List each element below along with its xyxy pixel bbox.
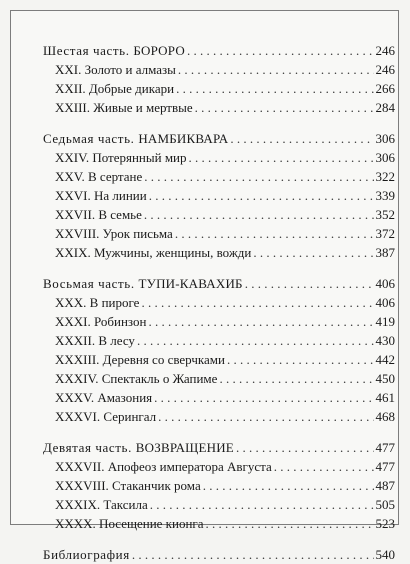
chapter-label: XXVIII. Урок письма: [55, 226, 173, 241]
chapter-label: XXIX. Мужчины, женщины, вожди: [55, 245, 252, 260]
chapter-entry[interactable]: [43, 60, 395, 79]
part-heading[interactable]: [43, 274, 395, 293]
chapter-entry[interactable]: [43, 167, 395, 186]
chapter-entry[interactable]: [43, 331, 395, 350]
chapter-label: XXXX. Посещение кионга: [55, 516, 204, 531]
chapter-entry[interactable]: [43, 476, 395, 495]
chapter-label: XXXV. Амазония: [55, 390, 153, 405]
part-heading[interactable]: [43, 129, 395, 148]
page-number: 352: [375, 207, 395, 222]
dot-leader: [132, 545, 374, 564]
page-number: 284: [375, 100, 395, 115]
dot-leader: [219, 369, 373, 388]
page-number: 419: [375, 314, 395, 329]
part-number: Восьмая часть.: [43, 276, 135, 291]
part-title: ТУПИ-КАВАХИБ: [138, 276, 243, 291]
page-number: 406: [375, 295, 395, 310]
part-title: НАМБИКВАРА: [138, 131, 229, 146]
dot-leader: [195, 98, 374, 117]
dot-leader: [137, 331, 374, 350]
chapter-entry[interactable]: [43, 205, 395, 224]
chapter-label: XXV. В сертане: [55, 169, 143, 184]
chapter-label: XXII. Добрые дикари: [55, 81, 175, 96]
dot-leader: [176, 79, 373, 98]
page-number: 306: [375, 131, 395, 146]
chapter-label: XXXII. В лесу: [55, 333, 135, 348]
chapter-label: XXX. В пироге: [55, 295, 140, 310]
part-title: ВОЗВРАЩЕНИЕ: [135, 440, 234, 455]
part-title: БОРОРО: [133, 43, 185, 58]
dot-leader: [154, 388, 373, 407]
chapter-entry[interactable]: [43, 388, 395, 407]
dot-leader: [158, 407, 373, 426]
chapter-entry[interactable]: [43, 312, 395, 331]
part-number: Седьмая часть.: [43, 131, 135, 146]
section-spacer: [43, 533, 395, 545]
dot-leader: [144, 167, 373, 186]
chapter-entry[interactable]: [43, 495, 395, 514]
dot-leader: [178, 60, 374, 79]
part-heading[interactable]: [43, 438, 395, 457]
chapter-label: XXI. Золото и алмазы: [55, 62, 176, 77]
bibliography-label: Библиография: [43, 547, 130, 562]
page-number: 442: [375, 352, 395, 367]
chapter-label: XXVI. На линии: [55, 188, 147, 203]
section-spacer: [43, 117, 395, 129]
dot-leader: [144, 205, 374, 224]
chapter-label: XXXVI. Серингал: [55, 409, 157, 424]
page-number: 372: [375, 226, 395, 241]
chapter-entry[interactable]: [43, 186, 395, 205]
part-heading-label: [43, 129, 228, 148]
section-spacer: [43, 262, 395, 274]
dot-leader: [150, 495, 374, 514]
chapter-entry[interactable]: [43, 407, 395, 426]
page-number: 246: [375, 43, 395, 58]
part-number: Шестая часть.: [43, 43, 130, 58]
page-number: 306: [375, 150, 395, 165]
part-heading[interactable]: [43, 41, 395, 60]
dot-leader: [149, 186, 374, 205]
chapter-entry[interactable]: [43, 148, 395, 167]
page-number: 468: [375, 409, 395, 424]
table-of-contents: [43, 41, 395, 564]
book-page: [10, 10, 399, 562]
dot-leader: [253, 243, 373, 262]
chapter-label: XXXIII. Деревня со сверчками: [55, 352, 225, 367]
page-number: 406: [375, 276, 395, 291]
chapter-entry[interactable]: [43, 293, 395, 312]
dot-leader: [227, 350, 374, 369]
page-number: 266: [375, 81, 395, 96]
dot-leader: [148, 312, 373, 331]
dot-leader: [206, 514, 374, 533]
dot-leader: [189, 148, 374, 167]
dot-leader: [187, 41, 374, 60]
page-number: 322: [375, 169, 395, 184]
chapter-label: XXIII. Живые и мертвые: [55, 100, 193, 115]
dot-leader: [230, 129, 373, 148]
chapter-entry[interactable]: [43, 350, 395, 369]
dot-leader: [245, 274, 374, 293]
bibliography-entry[interactable]: [43, 545, 395, 564]
page-number: 430: [375, 333, 395, 348]
page-number: 477: [375, 440, 395, 455]
chapter-entry[interactable]: [43, 369, 395, 388]
chapter-entry[interactable]: [43, 79, 395, 98]
page-number: 450: [375, 371, 395, 386]
page-number: 540: [375, 547, 395, 562]
page-number: 523: [375, 516, 395, 531]
chapter-label: XXVII. В семье: [55, 207, 142, 222]
chapter-entry[interactable]: [43, 224, 395, 243]
page-number: 487: [375, 478, 395, 493]
dot-leader: [175, 224, 374, 243]
page-number: 339: [375, 188, 395, 203]
dot-leader: [236, 438, 374, 457]
part-number: Девятая часть.: [43, 440, 132, 455]
dot-leader: [274, 457, 374, 476]
dot-leader: [141, 293, 373, 312]
page-number: 246: [375, 62, 395, 77]
part-heading-label: [43, 274, 243, 293]
part-heading-label: [43, 41, 185, 60]
chapter-label: XXXIV. Спектакль о Жапиме: [55, 371, 218, 386]
chapter-label: XXXVII. Апофеоз императора Августа: [55, 459, 272, 474]
chapter-entry[interactable]: [43, 243, 395, 262]
chapter-label: XXXVIII. Стаканчик рома: [55, 478, 201, 493]
chapter-label: XXXIX. Таксила: [55, 497, 148, 512]
chapter-label: XXIV. Потерянный мир: [55, 150, 187, 165]
part-heading-label: [43, 438, 234, 457]
page-number: 505: [375, 497, 395, 512]
chapter-entry[interactable]: [43, 98, 395, 117]
page-number: 461: [375, 390, 395, 405]
page-number: 477: [375, 459, 395, 474]
chapter-entry[interactable]: [43, 514, 395, 533]
chapter-label: XXXI. Робинзон: [55, 314, 147, 329]
section-spacer: [43, 426, 395, 438]
dot-leader: [203, 476, 374, 495]
page-number: 387: [375, 245, 395, 260]
chapter-entry[interactable]: [43, 457, 395, 476]
